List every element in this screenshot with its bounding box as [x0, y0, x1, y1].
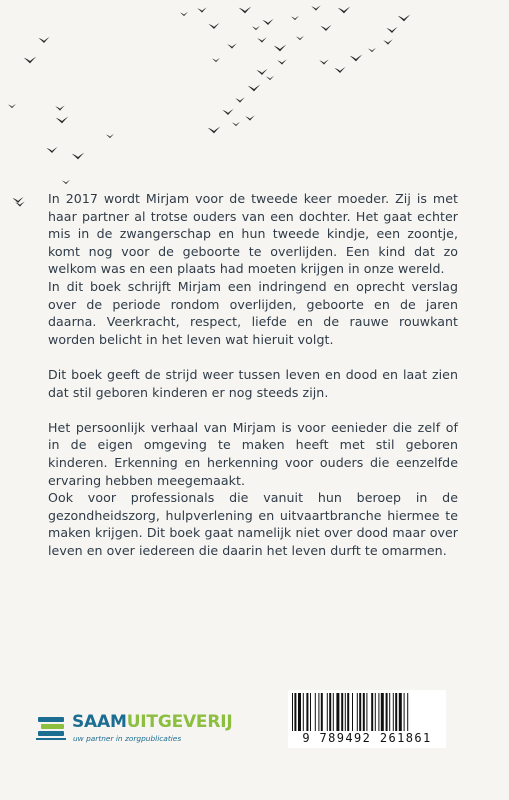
- blurb-paragraph: Ook voor professionals die vanuit hun beroep in de gezondheidszorg, hulpverlening en uitvaartbranche hiermee te maken krijgen. Dit boek gaat namelijk niet over dood maar over leven en over iedereen die daarin het leven durft te omarmen.: [48, 490, 458, 558]
- publisher-name: [72, 712, 233, 732]
- isbn-number: 9 789492 261861: [302, 731, 432, 745]
- barcode-bar: [389, 693, 390, 731]
- blurb-paragraph: In dit boek schrijft Mirjam een indringend en oprecht verslag over de periode rondom overlijden, geboorte en de jaren daarna. Veerkracht, respect, liefde en de rauwe rouwkant worden belicht in het leven wat hieruit volgt.: [48, 278, 458, 347]
- barcode-bar: [292, 693, 293, 731]
- publisher-name-part1: SAAM: [72, 712, 127, 732]
- bird-silhouette: [296, 36, 304, 40]
- barcode-bar: [333, 693, 334, 731]
- bird-silhouette: [248, 85, 261, 92]
- barcode-bar: [371, 693, 373, 731]
- barcode-bar: [378, 693, 379, 731]
- bird-silhouette: [24, 57, 37, 64]
- isbn-barcode: [288, 690, 446, 748]
- bird-silhouette: [227, 43, 237, 48]
- barcode-bars: [292, 693, 442, 731]
- bird-silhouette: [47, 147, 58, 153]
- barcode-bar: [366, 693, 367, 731]
- bird-silhouette: [338, 7, 351, 14]
- barcode-bar: [381, 693, 384, 731]
- bird-silhouette: [208, 127, 221, 134]
- bird-silhouette: [212, 58, 220, 62]
- barcode-bar: [336, 693, 339, 731]
- blurb-text: [48, 190, 458, 559]
- bird-silhouette: [245, 115, 255, 120]
- blurb-paragraph: In 2017 wordt Mirjam voor de tweede keer moeder. Zij is met haar partner al trotse ouders van een dochter. Het gaat echter mis in de zwangerschap en hun tweede kindje, een zoontje, komt nog voor de geboorte te overlijden. Een kind dat zo welkom was en een plaats had moeten krijgen in onze wereld.: [48, 191, 458, 277]
- bird-silhouette: [180, 12, 188, 16]
- bird-silhouette: [321, 25, 332, 31]
- bird-silhouette: [277, 59, 287, 64]
- bird-silhouette: [398, 15, 411, 22]
- bird-silhouette: [257, 69, 268, 75]
- barcode-bar: [395, 693, 397, 731]
- barcode-bar: [345, 693, 346, 731]
- bird-silhouette: [106, 134, 114, 138]
- barcode-bar: [327, 693, 328, 731]
- blurb-paragraph: Het persoonlijk verhaal van Mirjam is voor eenieder die zelf of in de eigen omgeving te maken heeft met stil geboren kinderen. Erkenning en herkenning voor ouders die eenzelfde ervaring hebben meegemaakt.: [48, 419, 458, 488]
- bird-silhouette: [274, 45, 287, 52]
- bird-silhouette: [319, 59, 329, 64]
- bird-silhouette: [232, 122, 240, 126]
- bird-silhouette: [235, 97, 245, 102]
- bird-silhouette: [55, 105, 65, 110]
- publisher-tagline: uw partner in zorgpublicaties: [73, 734, 182, 743]
- barcode-bar: [310, 693, 311, 731]
- bird-silhouette: [197, 7, 207, 12]
- bird-silhouette: [239, 7, 252, 14]
- bird-silhouette: [263, 19, 274, 25]
- barcode-bar: [359, 693, 361, 731]
- barcode-bar: [321, 693, 323, 731]
- bird-silhouette: [335, 67, 346, 73]
- barcode-bar: [363, 693, 365, 731]
- barcode-bar: [386, 693, 388, 731]
- bird-silhouette: [252, 26, 260, 30]
- bird-silhouette: [368, 48, 376, 52]
- barcode-bar: [294, 693, 296, 731]
- publisher-name-part2: UITGEVERIJ: [126, 712, 233, 732]
- bird-silhouette: [291, 16, 299, 20]
- publisher-logo: [36, 712, 266, 748]
- blurb-paragraph: Dit boek geeft de strijd weer tussen leven en dood en laat zien dat stil geboren kinderen er nog steeds zijn.: [48, 366, 458, 400]
- bird-silhouette: [62, 180, 70, 184]
- barcode-bar: [318, 693, 319, 731]
- barcode-bar: [404, 693, 405, 731]
- bird-silhouette: [15, 201, 25, 206]
- bird-silhouette: [311, 5, 321, 10]
- bird-silhouette: [56, 117, 69, 124]
- book-stack-icon: [36, 714, 68, 742]
- bird-silhouette: [350, 55, 363, 62]
- barcode-bar: [298, 693, 301, 731]
- bird-silhouette: [39, 37, 50, 43]
- bird-silhouette: [8, 104, 16, 108]
- bird-silhouette: [387, 27, 398, 33]
- bird-silhouette: [383, 39, 393, 44]
- barcode-bar: [393, 693, 394, 731]
- barcode-bar: [399, 693, 402, 731]
- barcode-bar: [407, 693, 408, 731]
- bird-silhouette: [13, 197, 24, 203]
- barcode-bar: [306, 693, 308, 731]
- barcode-bar: [357, 693, 358, 731]
- bird-silhouette: [209, 23, 220, 29]
- bird-silhouette: [266, 76, 274, 80]
- bird-silhouette: [72, 153, 85, 160]
- barcode-bar: [352, 693, 353, 731]
- barcode-bar: [347, 693, 349, 731]
- barcode-bar: [375, 693, 376, 731]
- barcode-bar: [341, 693, 343, 731]
- barcode-bar: [329, 693, 331, 731]
- bird-silhouette: [257, 37, 267, 42]
- barcode-bar: [315, 693, 316, 731]
- barcode-bar: [303, 693, 304, 731]
- bird-silhouette: [223, 109, 234, 115]
